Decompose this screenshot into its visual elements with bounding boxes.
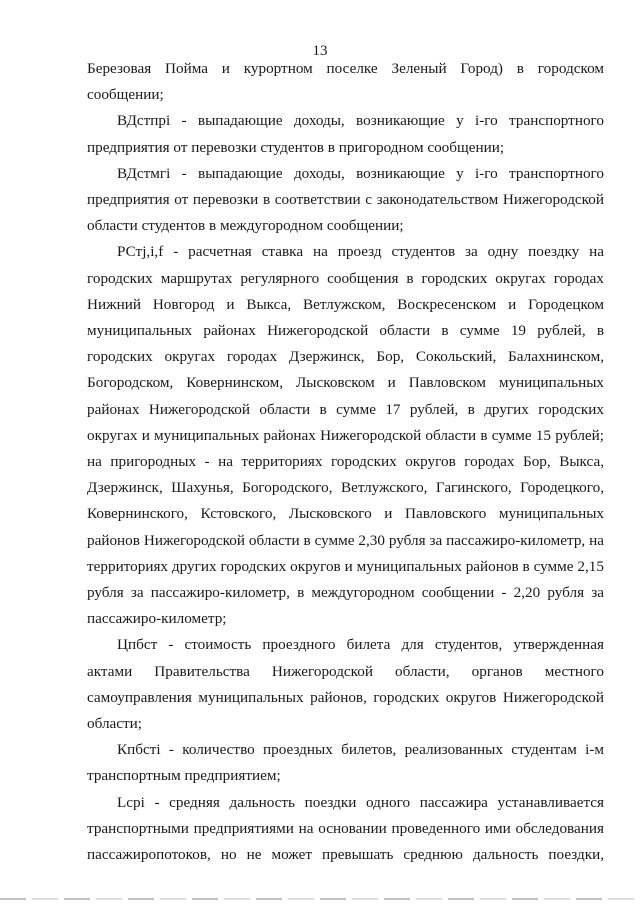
text-line: транспортными предприятиями на основании проведенного ими обследования bbox=[87, 819, 604, 837]
text-line: Дзержинск, Шахунья, Богородского, Ветлужского, Гагинского, Городецкого, bbox=[87, 479, 604, 497]
text-line: предприятия от перевозки в соответствии с законодательством Нижегородской bbox=[87, 191, 604, 209]
text-line: рубля за пассажиро-километр, в междугородном сообщении - 2,20 рубля за bbox=[87, 584, 604, 602]
text-line: Цпбст - стоимость проездного билета для студентов, утвержденная bbox=[117, 636, 604, 654]
text-line: территориях других городских округов и муниципальных районов в сумме 2,15 bbox=[87, 557, 604, 575]
text-line: на пригородных - на территориях городских округов городах Бор, Выкса, bbox=[87, 453, 604, 471]
text-line: городских маршрутах регулярного сообщения в городских округах городах bbox=[87, 269, 604, 287]
text-line: Lсрі - средняя дальность поездки одного пассажира устанавливается bbox=[117, 793, 604, 811]
text-line: сообщении; bbox=[87, 86, 164, 104]
text-line: РСтj,i,f - расчетная ставка на проезд студентов за одну поездку на bbox=[117, 243, 604, 261]
text-line: районах Нижегородской области в сумме 17 рублей, в других городских bbox=[87, 400, 604, 418]
text-line: ВДстпрі - выпадающие доходы, возникающие у і-го транспортного bbox=[117, 112, 604, 130]
text-line: городских округах городах Дзержинск, Бор, Сокольский, Балахнинском, bbox=[87, 348, 604, 366]
scan-edge-divider bbox=[0, 898, 640, 900]
text-line: Кпбсті - количество проездных билетов, реализованных студентам і-м bbox=[117, 741, 604, 759]
text-line: пассажиро-километр; bbox=[87, 610, 227, 628]
text-line: Ковернинского, Кстовского, Лысковского и Павловского муниципальных bbox=[87, 505, 604, 523]
text-line: Богородском, Ковернинском, Лысковском и Павловском муниципальных bbox=[87, 374, 604, 392]
text-line: актами Правительства Нижегородской области, органов местного bbox=[87, 662, 604, 680]
text-line: округах и муниципальных районах Нижегородской области в сумме 15 рублей; bbox=[87, 426, 604, 444]
text-line: предприятия от перевозки студентов в пригородном сообщении; bbox=[87, 138, 505, 156]
document-body bbox=[87, 56, 604, 868]
text-line: пассажиропотоков, но не может превышать среднюю дальность поездки, bbox=[87, 846, 604, 864]
text-line: самоуправления муниципальных районов, городских округов Нижегородской bbox=[87, 688, 604, 706]
text-line: области; bbox=[87, 715, 142, 733]
text-line: Нижний Новгород и Выкса, Ветлужском, Воскресенском и Городецком bbox=[87, 295, 604, 313]
text-line: области студентов в междугородном сообщении; bbox=[87, 217, 404, 235]
text-line: муниципальных районах Нижегородской области в сумме 19 рублей, в bbox=[87, 322, 604, 340]
text-line: районов Нижегородской области в сумме 2,30 рубля за пассажиро-километр, на bbox=[87, 531, 604, 549]
page-number: 13 bbox=[312, 43, 328, 59]
text-line: транспортным предприятием; bbox=[87, 767, 281, 785]
text-line: ВДстмгі - выпадающие доходы, возникающие у і-го транспортного bbox=[117, 164, 604, 182]
text-line: Березовая Пойма и курортном поселке Зеленый Город) в городском bbox=[87, 60, 604, 77]
